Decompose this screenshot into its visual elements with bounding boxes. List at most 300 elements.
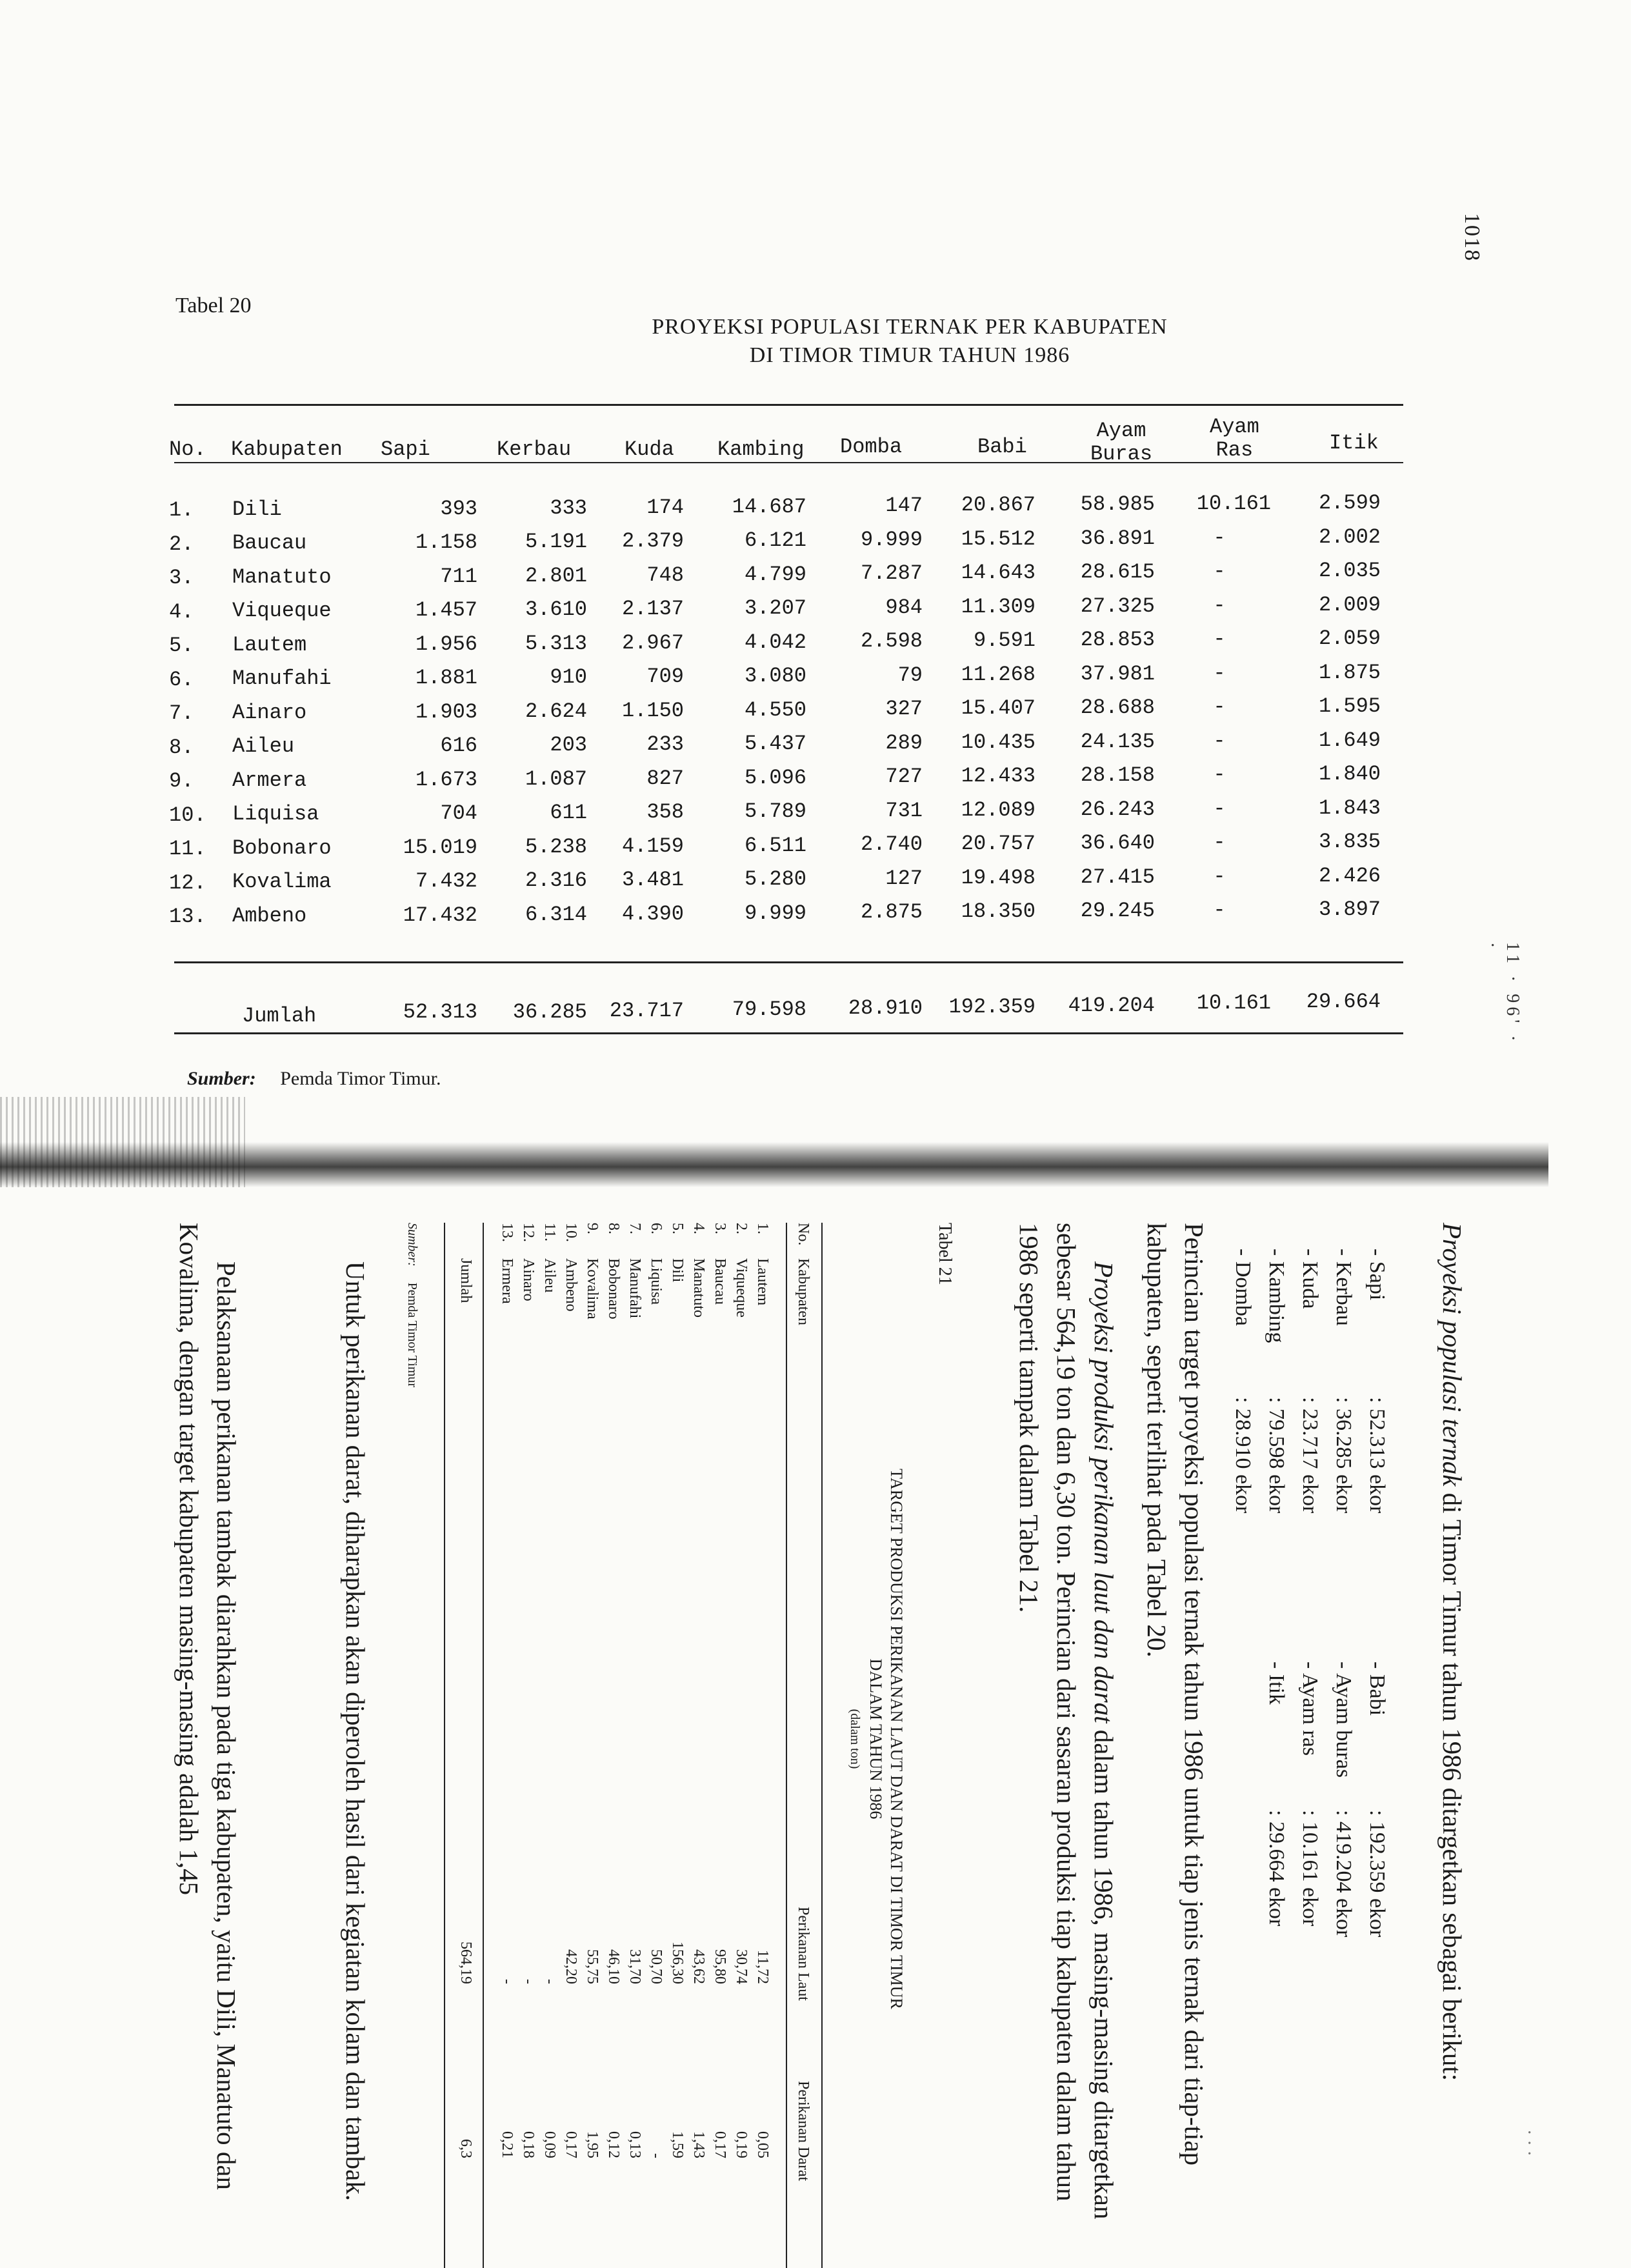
cell-itik: 3.897 (1318, 898, 1381, 921)
total-label: Jumlah (242, 1004, 317, 1028)
table-21-source (405, 1223, 419, 1387)
cell-kerbau: 5.238 (525, 834, 587, 859)
cell-ras: - (1213, 728, 1226, 753)
cell-kambing: 4.799 (744, 562, 806, 587)
cell-domba: 727 (885, 765, 923, 789)
header-no: No. (169, 437, 206, 461)
cell-kambing: 4.042 (744, 630, 806, 654)
t21-cell-laut: 31,70 (626, 1949, 643, 1984)
cell-babi: 18.350 (961, 899, 1036, 924)
list-item-value: : 29.664 ekor (1265, 1810, 1288, 1927)
cell-kerbau: 5.191 (525, 530, 587, 554)
total-ayam-buras: 419.204 (1068, 994, 1155, 1018)
cell-domba: 2.598 (860, 629, 923, 654)
table-20-total-top-rule (174, 961, 1403, 963)
cell-babi: 11.268 (961, 662, 1036, 687)
table-row (161, 863, 1413, 896)
cell-sapi: 1.158 (415, 530, 477, 555)
header-sapi: Sapi (381, 437, 430, 461)
t21-cell-darat: 0,12 (605, 2131, 622, 2158)
t21-header-darat: Perikanan Darat (795, 2081, 812, 2182)
header-domba: Domba (840, 435, 903, 459)
cell-buras: 37.981 (1080, 661, 1155, 686)
t21-cell-darat: 0,17 (712, 2131, 728, 2158)
cell-kuda: 2.379 (621, 529, 684, 554)
t21-cell-darat: 0,17 (563, 2131, 579, 2158)
cell-kab: Aileu (232, 734, 295, 759)
cell-ras: - (1213, 559, 1226, 584)
list-item (1326, 1661, 1360, 2113)
list-item (1293, 1661, 1326, 2113)
t21-cell-kab: Viqueque (733, 1258, 750, 1318)
t21-cell-kab: Liquisa (648, 1258, 665, 1305)
cell-itik: 2.009 (1318, 592, 1381, 617)
t21-cell-laut: - (520, 1979, 537, 1984)
header-kerbau: Kerbau (497, 437, 572, 461)
cell-babi: 11.309 (961, 594, 1036, 619)
list-item (1259, 1249, 1293, 1700)
total-kerbau: 36.285 (512, 1000, 587, 1024)
list-item-value: : 52.313 ekor (1365, 1397, 1389, 1514)
cell-no: 13. (169, 905, 206, 928)
cell-kerbau: 5.313 (525, 631, 587, 656)
t21-total-darat: 6,3 (457, 2139, 474, 2158)
cell-ras: - (1213, 661, 1226, 685)
cell-kerbau: 2.801 (525, 563, 587, 588)
cell-no: 1. (169, 498, 194, 522)
cell-kuda: 4.159 (621, 834, 684, 858)
cell-domba: 984 (885, 595, 923, 619)
t21-cell-no: 1. (754, 1223, 771, 1234)
cell-babi: 19.498 (961, 865, 1036, 890)
cell-kerbau: 3.610 (525, 597, 587, 622)
cell-ras: 10.161 (1196, 492, 1271, 516)
para3-italic: Proyeksi produksi perikanan laut dan darat (1089, 1261, 1119, 1723)
table-20-title (529, 313, 1290, 370)
cell-kuda: 748 (646, 563, 684, 587)
t21-cell-darat: 0,19 (733, 2131, 750, 2158)
cell-sapi: 15.019 (403, 835, 477, 859)
table-21-title-line3: (dalam ton) (848, 1709, 862, 1769)
t21-cell-no: 10. (563, 1223, 579, 1242)
table-row (161, 490, 1413, 523)
cell-ras: - (1213, 593, 1226, 617)
cell-babi: 10.435 (961, 730, 1036, 754)
list-item-value: : 192.359 ekor (1365, 1810, 1389, 1938)
table-20-title-line2: DI TIMOR TIMUR TAHUN 1986 (749, 343, 1070, 367)
cell-kambing: 5.280 (744, 867, 806, 891)
cell-kerbau: 910 (550, 665, 587, 690)
t21-cell-kab: Kovalima (584, 1258, 601, 1320)
cell-buras: 27.415 (1080, 865, 1155, 889)
cell-kuda: 2.137 (621, 597, 684, 621)
header-ayam-ras (1210, 416, 1259, 462)
cell-domba: 9.999 (860, 527, 923, 552)
table-21-total-rule (483, 1223, 484, 2268)
t21-cell-darat: 0,09 (541, 2131, 558, 2158)
t21-cell-laut: 30,74 (733, 1949, 750, 1984)
t21-cell-laut: 95,80 (712, 1949, 728, 1984)
cell-kab: Manufahi (232, 667, 332, 691)
para5-text: Pelaksanaan perikanan tambak diarahkan pada tiga kabupaten, yaitu Dili, Manatuto dan Kovalima, dengan target kabupaten masing-masing adalah 1,45 (174, 1223, 241, 2191)
cell-kab: Armera (232, 768, 307, 792)
header-kambing: Kambing (717, 437, 805, 461)
cell-itik: 2.426 (1318, 863, 1381, 888)
cell-kerbau: 2.624 (525, 699, 587, 723)
table-20-source (187, 1068, 441, 1090)
table-21-title-line2: DALAM TAHUN 1986 (866, 1658, 885, 1820)
cell-domba: 147 (885, 494, 923, 518)
t21-cell-darat: 1,43 (690, 2131, 707, 2158)
cell-buras: 36.640 (1080, 831, 1155, 856)
total-kambing: 79.598 (732, 998, 806, 1021)
t21-cell-kab: Lautem (754, 1258, 771, 1306)
cell-kambing: 14.687 (732, 494, 806, 519)
list-item-value: : 419.204 ekor (1332, 1810, 1356, 1938)
t21-cell-kab: Ermera (499, 1258, 515, 1304)
cell-babi: 12.089 (961, 798, 1036, 822)
t21-header-no: No. (795, 1223, 812, 1246)
total-itik: 29.664 (1306, 990, 1381, 1014)
t21-cell-no: 2. (733, 1223, 750, 1234)
table-21-title-line1: TARGET PRODUKSI PERIKANAN LAUT DAN DARAT DI TIMOR TIMUR (887, 1469, 906, 2009)
cell-kab: Liquisa (232, 802, 319, 827)
list-item-label: - Ayam buras (1332, 1661, 1356, 1778)
t21-cell-darat: 1,95 (584, 2131, 601, 2158)
cell-itik: 2.035 (1318, 559, 1381, 583)
cell-no: 11. (169, 837, 206, 861)
t21-cell-no: 7. (626, 1223, 643, 1234)
cell-ras: - (1213, 864, 1226, 888)
cell-sapi: 711 (440, 564, 477, 588)
cell-domba: 327 (885, 697, 923, 721)
cell-itik: 2.599 (1318, 491, 1381, 515)
cell-domba: 7.287 (860, 561, 923, 586)
total-babi: 192.359 (948, 995, 1036, 1019)
cell-itik: 1.649 (1318, 728, 1381, 752)
cell-no: 2. (169, 532, 194, 556)
cell-ras: - (1213, 796, 1226, 821)
cell-buras: 26.243 (1080, 797, 1155, 821)
t21-cell-darat: - (648, 2153, 665, 2158)
t21-cell-kab: Ambeno (563, 1258, 579, 1312)
t21-cell-laut: 50,70 (648, 1949, 665, 1984)
cell-kuda: 709 (646, 665, 684, 689)
t21-cell-no: 12. (520, 1223, 537, 1242)
cell-no: 3. (169, 566, 194, 590)
cell-kambing: 6.121 (744, 528, 806, 552)
para1-rest: di Timor Timur tahun 1986 ditargetkan sebagai berikut: (1437, 1486, 1467, 2082)
total-ayam-ras: 10.161 (1196, 991, 1271, 1015)
cell-babi: 20.867 (961, 493, 1036, 517)
t21-cell-laut: - (499, 1979, 515, 1984)
cell-kambing: 3.080 (744, 664, 806, 688)
cell-no: 4. (169, 599, 194, 624)
cell-ras: - (1213, 830, 1226, 855)
list-item-label: - Kambing (1265, 1249, 1288, 1343)
cell-sapi: 17.432 (403, 903, 477, 927)
list-item (1293, 1249, 1326, 1700)
cell-itik: 1.875 (1318, 660, 1381, 685)
header-ayam-buras (1090, 419, 1152, 466)
list-item (1360, 1661, 1394, 2113)
table-row (161, 761, 1413, 794)
header-itik: Itik (1329, 431, 1379, 455)
page-number: 1018 (1460, 213, 1484, 262)
cell-ras: - (1213, 695, 1226, 719)
t21-cell-laut: 42,20 (563, 1949, 579, 1984)
list-item-label: - Babi (1365, 1661, 1389, 1716)
cell-sapi: 704 (440, 801, 477, 826)
cell-kerbau: 1.087 (525, 767, 587, 791)
rotated-section (19, 1223, 1471, 2223)
cell-kerbau: 2.316 (525, 868, 587, 893)
cell-buras: 27.325 (1080, 594, 1155, 618)
cell-kambing: 9.999 (744, 901, 806, 925)
t21-cell-darat: 0,21 (499, 2131, 515, 2158)
cell-babi: 12.433 (961, 764, 1036, 788)
cell-kerbau: 203 (550, 733, 587, 758)
header-babi: Babi (977, 435, 1027, 459)
t21-cell-laut: 43,62 (690, 1949, 707, 1984)
table-21-title (845, 1320, 906, 2158)
t21-source-text: Pemda Timor Timur (405, 1282, 419, 1388)
cell-itik: 1.843 (1318, 796, 1381, 820)
t21-total-label: Jumlah (457, 1258, 474, 1303)
t21-cell-kab: Ainaro (520, 1258, 537, 1301)
list-item-value: : 36.285 ekor (1332, 1397, 1356, 1514)
table-row (161, 626, 1413, 658)
table-21-label: Tabel 21 (935, 1223, 955, 1285)
total-sapi: 52.313 (403, 1000, 477, 1024)
cell-kab: Bobonaro (232, 836, 332, 860)
cell-itik: 2.059 (1318, 627, 1381, 650)
t21-cell-no: 6. (648, 1223, 665, 1234)
cell-ras: - (1213, 763, 1226, 787)
t21-cell-darat: 0,18 (520, 2131, 537, 2158)
t21-cell-laut: - (541, 1979, 558, 1984)
t21-header-kabupaten: Kabupaten (795, 1258, 812, 1325)
cell-kab: Viqueque (232, 599, 332, 623)
cell-sapi: 616 (440, 734, 477, 758)
table-row (161, 660, 1413, 692)
t21-source-label: Sumber: (405, 1223, 419, 1267)
list-item-value: : 79.598 ekor (1265, 1397, 1288, 1514)
cell-kambing: 4.550 (744, 697, 806, 722)
cell-domba: 2.875 (860, 900, 923, 925)
t21-cell-laut: 46,10 (605, 1949, 622, 1984)
t21-cell-no: 13. (499, 1223, 515, 1242)
cell-buras: 28.688 (1080, 696, 1155, 720)
table-row (161, 694, 1413, 726)
cell-buras: 28.853 (1080, 628, 1155, 652)
cell-no: 8. (169, 735, 194, 759)
paragraph-perincian: Perincian target proyeksi populasi ternak tahun 1986 untuk tiap jenis ternak dari tiap-tiap kabupaten, seperti terlihat pada Tabel 20. (1142, 1223, 1209, 2166)
cell-sapi: 393 (440, 496, 477, 521)
table-20-title-line1: PROYEKSI POPULASI TERNAK PER KABUPATEN (652, 315, 1168, 339)
cell-sapi: 1.673 (415, 767, 477, 792)
cell-buras: 28.158 (1080, 763, 1155, 788)
paragraph-perikanan (1010, 1223, 1123, 2223)
cell-domba: 2.740 (860, 832, 923, 857)
t21-cell-no: 11. (541, 1223, 558, 1242)
cell-itik: 1.840 (1318, 762, 1381, 786)
cell-sapi: 1.881 (415, 666, 477, 690)
cell-no: 12. (169, 870, 206, 895)
t21-cell-kab: Baucau (712, 1258, 728, 1305)
total-kuda: 23.717 (609, 999, 684, 1023)
cell-sapi: 1.903 (415, 699, 477, 724)
cell-kerbau: 611 (550, 801, 587, 825)
cell-buras: 29.245 (1080, 899, 1155, 923)
list-item-label: - Sapi (1365, 1249, 1389, 1301)
margin-marks: 11 · 96' · · (1482, 942, 1523, 1045)
paragraph-proyeksi-ternak (1434, 1223, 1471, 2223)
table-20-header-row (161, 415, 1413, 471)
cell-kab: Ambeno (232, 903, 307, 928)
t21-total-laut: 564,19 (457, 1942, 474, 1984)
cell-ras: - (1213, 525, 1226, 550)
list-item-value: : 10.161 ekor (1298, 1810, 1322, 1927)
cell-buras: 28.615 (1080, 560, 1155, 585)
cell-kuda: 3.481 (621, 868, 684, 892)
cell-itik: 2.002 (1318, 525, 1381, 549)
cell-kuda: 4.390 (621, 901, 684, 926)
list-item-value: : 23.717 ekor (1298, 1397, 1322, 1514)
table-row (161, 796, 1413, 828)
t21-cell-laut: 156,30 (669, 1942, 686, 1984)
cell-kambing: 5.789 (744, 799, 806, 823)
cell-kab: Lautem (232, 632, 307, 657)
list-item (1226, 1249, 1259, 1700)
cell-kerbau: 6.314 (525, 902, 587, 927)
cell-sapi: 7.432 (415, 869, 477, 894)
table-20-top-rule (174, 404, 1403, 406)
t21-cell-kab: Bobonaro (605, 1258, 622, 1320)
cell-buras: 58.985 (1080, 492, 1155, 517)
cell-kambing: 5.437 (744, 732, 806, 756)
cell-domba: 731 (885, 798, 923, 823)
t21-cell-no: 5. (669, 1223, 686, 1234)
cell-ras: - (1213, 898, 1226, 923)
table-row (161, 829, 1413, 861)
cell-itik: 1.595 (1318, 694, 1381, 718)
source-label: Sumber: (187, 1068, 256, 1089)
cell-sapi: 1.956 (415, 632, 477, 656)
list-item (1259, 1661, 1293, 2113)
list-item (1360, 1249, 1394, 1700)
table-21-header-rule (786, 1223, 787, 2268)
table-row (161, 728, 1413, 760)
table-21-top-rule (821, 1223, 823, 2268)
cell-domba: 79 (897, 663, 923, 687)
para3-rest: dalam tahun 1986, masing-masing ditargetkan sebesar 564,19 ton dan 6,30 ton. Perincian dari sasaran produksi tiap kabupaten dalam tahun 1986 seperti tampak dalam Tabel 21. (1014, 1223, 1119, 2220)
t21-cell-darat: 0,05 (754, 2131, 771, 2158)
list-item-label: - Itik (1265, 1661, 1288, 1705)
cell-kab: Baucau (232, 531, 307, 556)
t21-cell-no: 8. (605, 1223, 622, 1234)
table-21-bottom-rule (444, 1223, 445, 2268)
table-20-bottom-rule (174, 1032, 1403, 1034)
paragraph-tambak (170, 1223, 245, 2223)
cell-no: 10. (169, 803, 206, 827)
cell-babi: 15.512 (961, 527, 1036, 551)
header-ayam-buras-2: Buras (1090, 442, 1153, 466)
header-ayam-buras-1: Ayam (1096, 419, 1146, 443)
cell-kuda: 1.150 (621, 698, 684, 723)
header-kuda: Kuda (625, 437, 674, 461)
t21-cell-darat: 1,59 (669, 2131, 686, 2158)
cell-kuda: 174 (646, 495, 684, 519)
cell-kab: Kovalima (232, 870, 332, 894)
cell-kab: Ainaro (232, 700, 307, 725)
livestock-list-right (1259, 1661, 1394, 2113)
cell-itik: 3.835 (1318, 830, 1381, 854)
header-ayam-ras-2: Ras (1216, 438, 1254, 462)
cell-no: 9. (169, 769, 194, 793)
t21-cell-no: 9. (584, 1223, 601, 1234)
cell-kab: Manatuto (232, 565, 332, 589)
para4-text: Untuk perikanan darat, diharapkan akan diperoleh hasil dari kegiatan kolam dan tambak. (341, 1261, 370, 2202)
table-row (161, 897, 1413, 929)
source-text: Pemda Timor Timur. (280, 1068, 441, 1089)
cell-kab: Dili (232, 497, 282, 521)
table-row (161, 525, 1413, 557)
cell-kambing: 6.511 (744, 833, 806, 858)
t21-cell-kab: Manatuto (690, 1258, 707, 1318)
table-20-total-row (161, 990, 1413, 1028)
cell-babi: 14.643 (961, 561, 1036, 585)
t21-cell-kab: Manufahi (626, 1258, 643, 1319)
header-kabupaten: Kabupaten (231, 437, 343, 461)
list-item-label: - Kerbau (1332, 1249, 1356, 1326)
scan-fold-band (0, 1142, 1548, 1187)
cell-kuda: 2.967 (621, 630, 684, 655)
t21-header-laut: Perikanan Laut (795, 1907, 812, 2001)
t21-cell-darat: 0,13 (626, 2131, 643, 2158)
t21-cell-no: 4. (690, 1223, 707, 1234)
t21-cell-kab: Dili (669, 1258, 686, 1283)
cell-buras: 24.135 (1080, 729, 1155, 754)
t21-cell-no: 3. (712, 1223, 728, 1234)
margin-dots: · · · (1519, 2129, 1539, 2156)
t21-cell-kab: Aileu (541, 1258, 558, 1293)
cell-babi: 20.757 (961, 832, 1036, 856)
cell-no: 7. (169, 701, 194, 725)
cell-sapi: 1.457 (415, 598, 477, 623)
cell-no: 6. (169, 667, 194, 692)
t21-cell-laut: 11,72 (754, 1949, 771, 1984)
cell-domba: 127 (885, 866, 923, 890)
cell-babi: 9.591 (973, 628, 1036, 653)
cell-kambing: 5.096 (744, 765, 806, 790)
table-20-label: Tabel 20 (175, 294, 252, 317)
paragraph-perikanan-darat (337, 1223, 374, 2223)
total-domba: 28.910 (848, 996, 923, 1020)
table-row (161, 558, 1413, 590)
list-item-label: - Kuda (1298, 1249, 1322, 1309)
cell-kuda: 233 (646, 732, 684, 757)
cell-ras: - (1213, 627, 1226, 652)
cell-buras: 36.891 (1080, 526, 1155, 550)
cell-kuda: 827 (646, 766, 684, 790)
list-item-label: - Ayam ras (1298, 1661, 1322, 1756)
list-item-value: : 28.910 ekor (1231, 1397, 1255, 1514)
cell-kuda: 358 (646, 800, 684, 825)
para1-italic: Proyeksi populasi ternak (1437, 1223, 1467, 1487)
list-item-label: - Domba (1231, 1249, 1255, 1326)
cell-domba: 289 (885, 730, 923, 755)
